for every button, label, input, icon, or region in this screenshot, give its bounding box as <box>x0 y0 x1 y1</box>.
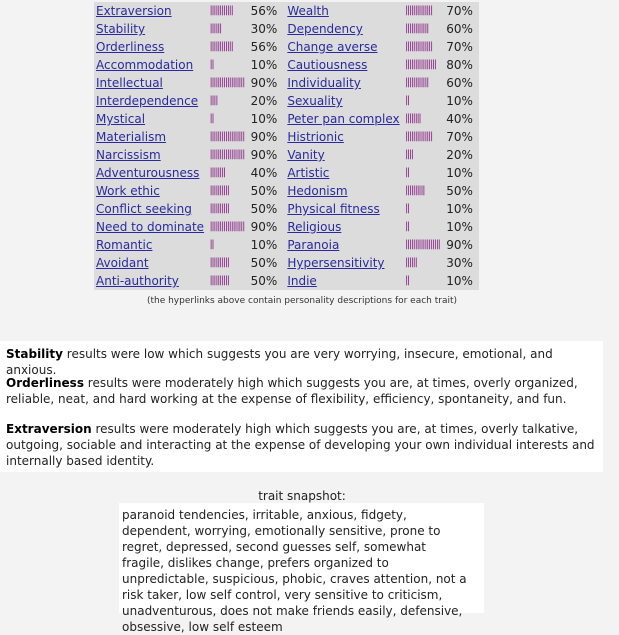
trait-percent: 56% <box>250 40 278 54</box>
trait-link[interactable]: Hedonism <box>287 184 348 198</box>
trait-link[interactable]: Religious <box>287 220 342 234</box>
trait-percent: 90% <box>446 238 473 252</box>
trait-link[interactable]: Narcissism <box>96 148 161 162</box>
trait-link[interactable]: Stability <box>96 22 146 36</box>
trait-percent: 60% <box>446 22 473 36</box>
trait-row <box>94 56 479 74</box>
trait-bar: || <box>403 95 408 106</box>
trait-row <box>94 272 479 290</box>
trait-bar: |||||||||| <box>208 257 228 268</box>
trait-bar: |||||||||||||| <box>403 131 431 142</box>
trait-bar: |||||||||||||||| <box>403 59 435 70</box>
trait-link[interactable]: Materialism <box>96 130 167 144</box>
trait-bar: |||||||||||||||||| <box>208 221 243 232</box>
result-text: results were moderately high which suggests you are, at times, overly talkative, outgoing, sociable and interacting at the expense of developing your own individual interests and internally based identity. <box>6 422 595 468</box>
trait-name-cell <box>94 2 206 20</box>
trait-row <box>94 236 479 254</box>
trait-bar: || <box>403 167 408 178</box>
trait-link[interactable]: Conflict seeking <box>96 202 192 216</box>
trait-percent: 10% <box>446 166 473 180</box>
trait-row <box>94 164 479 182</box>
trait-name-cell <box>94 272 206 290</box>
trait-bar: |||||| <box>208 23 220 34</box>
trait-name-cell <box>285 74 401 92</box>
trait-name-cell <box>94 182 206 200</box>
trait-link[interactable]: Mystical <box>96 112 146 126</box>
trait-name-cell <box>285 128 401 146</box>
trait-bar: || <box>403 203 408 214</box>
trait-percent: 60% <box>446 76 473 90</box>
trait-bar: |||||||||| <box>208 203 228 214</box>
trait-name-cell <box>285 20 401 38</box>
trait-name-cell <box>94 92 206 110</box>
trait-bar: |||||||||||||||||| <box>208 77 243 88</box>
snapshot-title: trait snapshot: <box>258 489 346 503</box>
trait-link[interactable]: Need to dominate <box>96 220 205 234</box>
trait-name-cell <box>285 254 401 272</box>
trait-bar: |||||||||||| <box>208 5 232 16</box>
trait-bar: |||||||||||| <box>403 23 427 34</box>
trait-row <box>94 146 479 164</box>
trait-link[interactable]: Physical fitness <box>287 202 380 216</box>
trait-link[interactable]: Anti-authority <box>96 274 179 288</box>
trait-percent: 30% <box>446 256 473 270</box>
trait-percent: 90% <box>250 148 278 162</box>
trait-name-cell <box>285 182 401 200</box>
trait-bar: || <box>403 221 408 232</box>
trait-link[interactable]: Adventurousness <box>96 166 200 180</box>
trait-bar: |||||||||||||| <box>403 41 431 52</box>
trait-bar: |||||||||| <box>208 275 228 286</box>
trait-bar: |||| <box>403 149 412 160</box>
trait-link[interactable]: Cautiousness <box>287 58 368 72</box>
trait-link[interactable]: Change averse <box>287 40 378 54</box>
trait-row <box>94 218 479 236</box>
trait-percent: 50% <box>250 184 278 198</box>
result-orderliness <box>6 375 600 407</box>
result-text: results were moderately high which suggests you are, at times, overly organized, reliable, neat, and hard working at the expense of flexibility, efficiency, spontaneity, and fun. <box>6 376 578 406</box>
trait-name-cell <box>285 38 401 56</box>
trait-percent: 30% <box>250 22 278 36</box>
hyperlinks-note: (the hyperlinks above contain personality descriptions for each trait) <box>146 296 458 306</box>
trait-row <box>94 200 479 218</box>
trait-name-cell <box>94 128 206 146</box>
result-extraversion <box>6 421 600 469</box>
trait-link[interactable]: Interdependence <box>96 94 199 108</box>
trait-name-cell <box>285 2 401 20</box>
trait-name-cell <box>285 146 401 164</box>
trait-bar: |||||||||||||||||| <box>208 149 243 160</box>
trait-bar: |||||||||||| <box>403 77 427 88</box>
trait-percent: 10% <box>446 202 473 216</box>
trait-name-cell <box>285 164 401 182</box>
result-trait-name: Stability <box>6 347 63 361</box>
trait-percent: 50% <box>250 202 278 216</box>
trait-name-cell <box>94 146 206 164</box>
trait-link[interactable]: Indie <box>287 274 317 288</box>
trait-bar: |||||||| <box>208 167 224 178</box>
trait-name-cell <box>94 74 206 92</box>
trait-percent: 56% <box>250 4 278 18</box>
trait-percent: 10% <box>250 58 278 72</box>
trait-bar: || <box>208 113 212 124</box>
result-text: results were low which suggests you are very worrying, insecure, emotional, and anxious. <box>6 347 553 377</box>
trait-row <box>94 128 479 146</box>
trait-link[interactable]: Paranoia <box>287 238 340 252</box>
trait-percent: 90% <box>250 130 278 144</box>
trait-bar: |||||| <box>403 257 416 268</box>
trait-name-cell <box>94 20 206 38</box>
result-trait-name: Orderliness <box>6 376 84 390</box>
trait-percent: 10% <box>446 94 473 108</box>
trait-row <box>94 2 479 20</box>
trait-row <box>94 110 479 128</box>
trait-link[interactable]: Hypersensitivity <box>287 256 385 270</box>
trait-name-cell <box>94 218 206 236</box>
trait-percent: 70% <box>446 130 473 144</box>
trait-percent: 90% <box>250 220 278 234</box>
trait-link[interactable]: Vanity <box>287 148 325 162</box>
trait-bar: || <box>208 59 212 70</box>
trait-bar: || <box>403 275 408 286</box>
trait-link[interactable]: Avoidant <box>96 256 149 270</box>
trait-name-cell <box>285 56 401 74</box>
trait-percent: 10% <box>446 220 473 234</box>
trait-name-cell <box>94 200 206 218</box>
result-trait-name: Extraversion <box>6 422 92 436</box>
trait-percent: 70% <box>446 40 473 54</box>
trait-bar: |||||||| <box>403 113 419 124</box>
results-box <box>0 341 603 472</box>
trait-percent: 40% <box>250 166 278 180</box>
trait-name-cell <box>94 164 206 182</box>
trait-name-cell <box>94 254 206 272</box>
trait-name-cell <box>94 38 206 56</box>
trait-percent: 40% <box>446 112 473 126</box>
trait-percent: 50% <box>446 184 473 198</box>
trait-link[interactable]: Dependency <box>287 22 363 36</box>
trait-percent: 10% <box>250 112 278 126</box>
trait-row <box>94 20 479 38</box>
trait-name-cell <box>94 236 206 254</box>
trait-link[interactable]: Extraversion <box>96 4 172 18</box>
result-stability <box>6 346 600 378</box>
trait-bar: |||||||||| <box>403 185 423 196</box>
trait-link[interactable]: Histrionic <box>287 130 344 144</box>
trait-link[interactable]: Intellectual <box>96 76 163 90</box>
trait-name-cell <box>285 236 401 254</box>
trait-bar: |||||||||||||||||| <box>208 131 243 142</box>
trait-bar: |||||||||||||||||| <box>403 239 439 250</box>
trait-percent: 50% <box>250 274 278 288</box>
trait-link[interactable]: Work ethic <box>96 184 160 198</box>
trait-bar: |||| <box>208 95 216 106</box>
trait-name-cell <box>285 200 401 218</box>
trait-row <box>94 38 479 56</box>
trait-link[interactable]: Peter pan complex <box>287 112 400 126</box>
snapshot-box <box>119 503 484 634</box>
trait-percent: 90% <box>250 76 278 90</box>
trait-name-cell <box>94 56 206 74</box>
trait-row <box>94 92 479 110</box>
trait-link[interactable]: Sexuality <box>287 94 343 108</box>
trait-link[interactable]: Wealth <box>287 4 329 18</box>
trait-percent: 20% <box>250 94 278 108</box>
traits-body <box>94 2 479 290</box>
trait-link[interactable]: Romantic <box>96 238 153 252</box>
trait-percent: 10% <box>446 274 473 288</box>
trait-bar: || <box>208 239 212 250</box>
trait-name-cell <box>285 272 401 290</box>
trait-bar: |||||||||||| <box>208 41 232 52</box>
trait-row <box>94 182 479 200</box>
trait-bar: |||||||||| <box>208 185 228 196</box>
trait-percent: 10% <box>250 238 278 252</box>
trait-percent: 80% <box>446 58 473 72</box>
trait-row <box>94 254 479 272</box>
trait-link[interactable]: Orderliness <box>96 40 165 54</box>
trait-name-cell <box>285 218 401 236</box>
trait-link[interactable]: Accommodation <box>96 58 194 72</box>
traits-table <box>94 2 479 290</box>
trait-name-cell <box>285 110 401 128</box>
trait-row <box>94 74 479 92</box>
trait-percent: 50% <box>250 256 278 270</box>
snapshot-text: paranoid tendencies, irritable, anxious, fidgety, dependent, worrying, emotionally sensitive, prone to regret, depressed, second guesses self, somewhat fragile, dislikes change, prefers organized to unpredictable, suspicious, phobic, craves attention, not a risk taker, low self control, very sensitive to criticism, unadventurous, does not make friends easily, defensive, obsessive, low self esteem <box>122 508 467 634</box>
trait-link[interactable]: Individuality <box>287 76 361 90</box>
trait-link[interactable]: Artistic <box>287 166 330 180</box>
trait-name-cell <box>285 92 401 110</box>
trait-percent: 20% <box>446 148 473 162</box>
trait-name-cell <box>94 110 206 128</box>
trait-percent: 70% <box>446 4 473 18</box>
trait-bar: |||||||||||||| <box>403 5 431 16</box>
